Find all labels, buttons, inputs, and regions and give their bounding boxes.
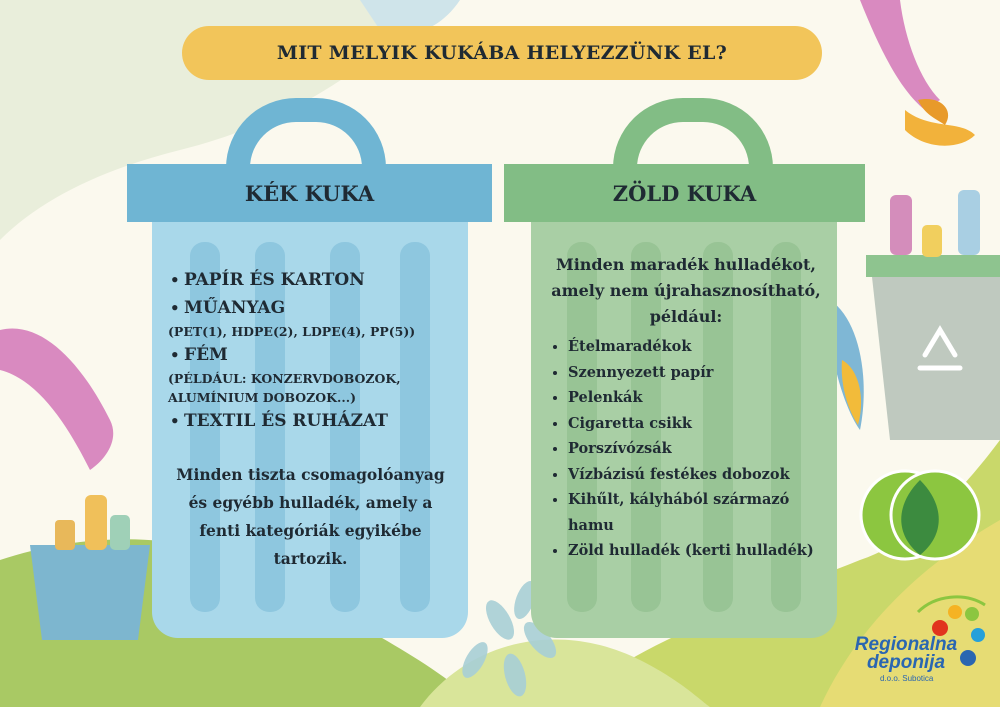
blue-bin-note: Minden tiszta csomagolóanyag és egyébb hulladék, amely a fenti kategóriák egyikébe tartozik.	[176, 465, 445, 568]
green-bin-lid	[504, 164, 865, 222]
blue-item-plastic-detail: (PET(1), HDPE(2), LDPE(4), PP(5))	[168, 324, 416, 339]
blue-bin-title: KÉK KUKA	[244, 180, 375, 206]
page-title: MIT MELYIK KUKÁBA HELYEZZÜNK EL?	[182, 26, 822, 80]
blue-item-plastic: • MŰANYAG	[168, 294, 453, 322]
green-bin-title: ZÖLD KUKA	[612, 180, 757, 206]
blue-item-textile: • TEXTIL ÉS RUHÁZAT	[168, 407, 453, 435]
arm-decoration	[860, 0, 940, 110]
green-bin-content	[546, 252, 826, 564]
list-item: • Szennyezett papír	[568, 360, 826, 386]
list-item: • Vízbázisú festékes dobozok	[568, 462, 826, 488]
list-item: • Ételmaradékok	[568, 334, 826, 360]
list-item: • Porszívózsák	[568, 436, 826, 462]
company-logo	[836, 592, 986, 692]
blue-bin-content	[168, 266, 453, 573]
green-bin-intro: Minden maradék hulladékot, amely nem újrahasznosítható, például:	[551, 255, 821, 326]
logo-title-line1: Regionalna	[854, 634, 958, 655]
logo-title-line2: deponija	[866, 652, 946, 673]
green-bin-list	[546, 334, 826, 564]
blue-item-metal-detail: (PÉLDÁUL: KONZERVDOBOZOK, ALUMÍNIUM DOBOZOK...)	[168, 371, 401, 405]
blue-item-metal: • FÉM	[168, 341, 453, 369]
list-item: • Kihűlt, kályhából származó hamu	[568, 487, 826, 538]
blue-item-paper: • PAPÍR ÉS KARTON	[168, 266, 453, 294]
logo-subtitle: d.o.o. Subotica	[880, 674, 934, 683]
blue-bin-lid	[127, 164, 492, 222]
list-item: • Pelenkák	[568, 385, 826, 411]
list-item: • Zöld hulladék (kerti hulladék)	[568, 538, 826, 564]
list-item: • Cigaretta csikk	[568, 411, 826, 437]
logo-title	[836, 636, 976, 672]
